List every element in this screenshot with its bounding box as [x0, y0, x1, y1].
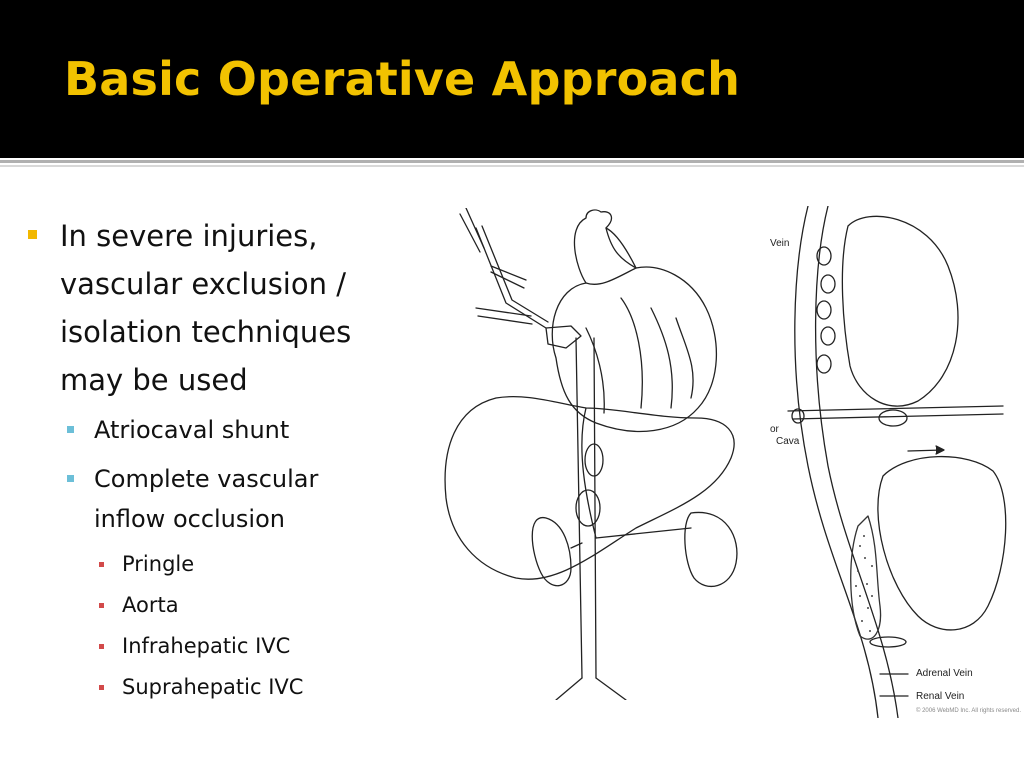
subsubbullet-marker	[99, 685, 104, 690]
vessel-loop-icon	[870, 637, 906, 647]
label-adrenal-vein: Adrenal Vein	[916, 668, 973, 679]
subsubbullet-marker	[99, 603, 104, 608]
subbullet-complete-vascular-inflow-occlusion	[94, 459, 394, 539]
header-divider-shadow	[0, 165, 1024, 167]
bullet-line: vascular exclusion /	[60, 267, 346, 301]
atriocaval-shunt-illustration	[436, 208, 758, 700]
bullet-line: In severe injuries,	[60, 219, 318, 253]
subbullet-line: Atriocaval shunt	[94, 416, 290, 444]
title-bar	[0, 0, 1024, 158]
vascular-isolation-illustration	[768, 206, 1020, 718]
stippled-region	[851, 516, 881, 639]
figure-copyright: © 2006 WebMD Inc. All rights reserved.	[916, 708, 1022, 714]
subsubbullet-suprahepatic-ivc: Suprahepatic IVC	[122, 675, 304, 699]
inferior-vena-cava-icon	[576, 338, 596, 678]
slide-title: Basic Operative Approach	[64, 52, 741, 106]
subsubbullet-marker	[99, 562, 104, 567]
bullet-line: may be used	[60, 363, 248, 397]
balloon-icon	[585, 444, 603, 476]
label-vein: Vein	[770, 238, 790, 249]
heart-icon	[842, 216, 958, 406]
kidney-right-icon	[685, 512, 737, 586]
liver-icon	[445, 397, 734, 580]
liver-icon	[878, 457, 1006, 630]
subsubbullet-pringle: Pringle	[122, 552, 195, 576]
subbullet-line: Complete vascular	[94, 465, 319, 493]
subsubbullet-marker	[99, 644, 104, 649]
subsubbullet-infrahepatic-ivc: Infrahepatic IVC	[122, 634, 291, 658]
label-cava: Cava	[776, 436, 800, 447]
bullet-marker	[28, 230, 37, 239]
subbullet-line: inflow occlusion	[94, 505, 285, 533]
subsubbullet-aorta: Aorta	[122, 593, 179, 617]
subbullet-marker	[67, 475, 74, 482]
subbullet-atriocaval-shunt	[94, 410, 394, 450]
bullet-line: isolation techniques	[60, 315, 352, 349]
clamp-loop-icon	[879, 410, 907, 426]
bullet-text	[60, 212, 400, 404]
clamp-icon	[460, 208, 484, 252]
header-divider	[0, 160, 1024, 163]
label-renal-vein: Renal Vein	[916, 691, 965, 702]
label-or: or	[770, 424, 779, 435]
subbullet-marker	[67, 426, 74, 433]
vena-cava-icon	[795, 206, 878, 718]
